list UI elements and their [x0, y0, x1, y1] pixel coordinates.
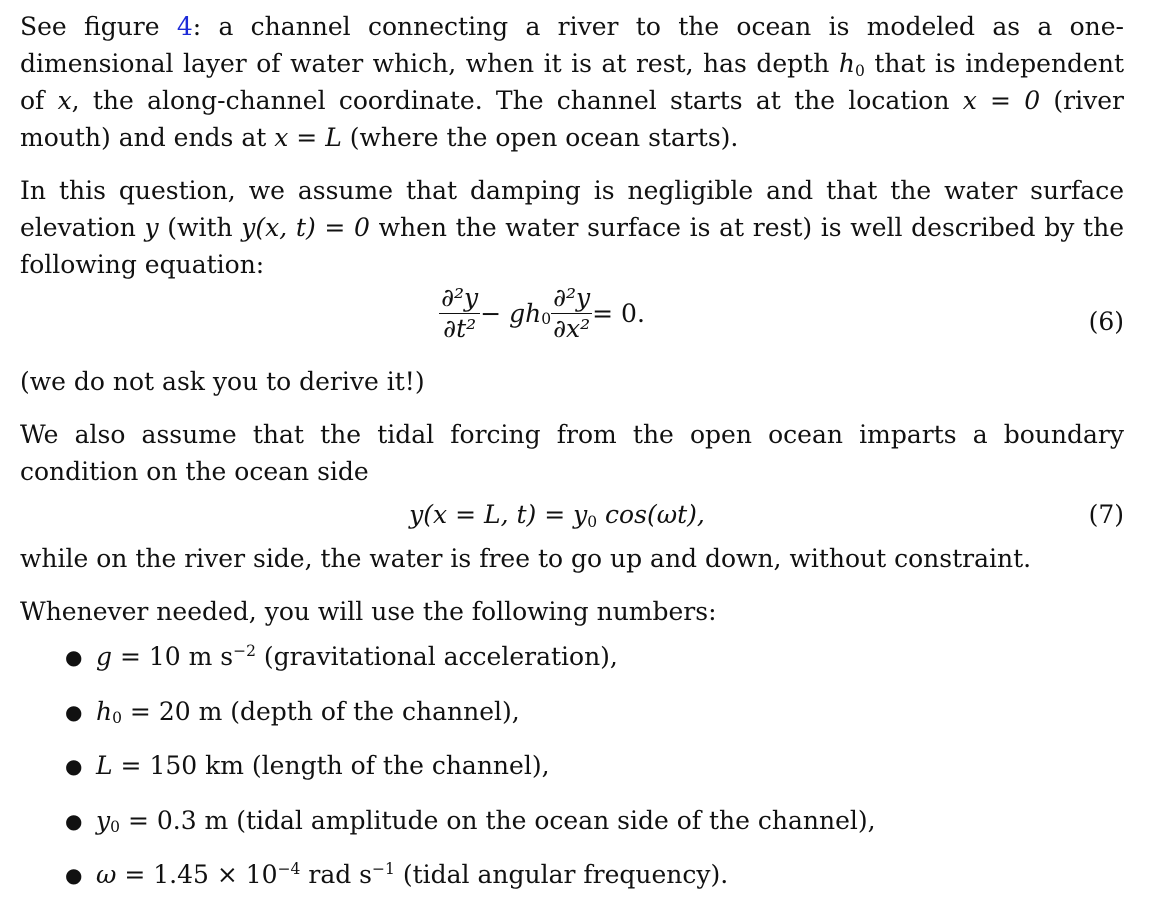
figure-4-link[interactable]: 4 [176, 12, 193, 41]
equation-rhs: = 0. [592, 298, 645, 328]
list-item [20, 630, 1124, 685]
subscript: 0 [587, 512, 598, 531]
paragraph-note: (we do not ask you to derive it!) [20, 367, 425, 396]
location-end: x = L [274, 123, 342, 152]
superscript: −1 [372, 860, 395, 879]
value: = 10 m s [112, 642, 234, 671]
text: when the water surface is at rest) is well described by the following equation: [20, 213, 1124, 279]
symbol: L [96, 751, 113, 780]
superscript: −4 [277, 860, 301, 879]
value: = 20 m [121, 696, 223, 726]
list-item [20, 685, 1124, 740]
paragraph-assumptions [20, 172, 1124, 283]
subscript: 0 [541, 309, 552, 328]
description: (tidal angular frequency). [394, 860, 729, 889]
equation-lhs: y(x = L, t) = y [409, 500, 588, 529]
fraction-time [439, 283, 480, 344]
superscript: −2 [233, 642, 256, 661]
equation-6 [20, 283, 1124, 361]
location-start: x = 0 [962, 86, 1041, 115]
paragraph-channel-model [20, 8, 1124, 156]
text: that is independent of [20, 49, 1124, 115]
paragraph-river-side: while on the river side, the water is free to go up and down, without constraint. [20, 544, 1032, 573]
value: = 150 km [112, 751, 244, 780]
list-item [20, 848, 1124, 903]
description: (length of the channel), [243, 751, 550, 780]
description: (depth of the channel), [222, 696, 520, 726]
parameter-list [20, 630, 1124, 903]
bullet-icon: ● [65, 863, 83, 887]
fraction-space [551, 283, 592, 344]
denominator: ∂x² [553, 314, 591, 343]
document-page [20, 8, 1124, 903]
subscript: 0 [112, 709, 122, 728]
value: = 0.3 m [120, 805, 229, 835]
text: , the along-channel coordinate. The channel starts at the location [71, 86, 963, 115]
symbol-h: h [838, 49, 855, 78]
numerator: ∂²y [553, 283, 591, 312]
paragraph-numbers-intro: Whenever needed, you will use the following numbers: [20, 597, 717, 626]
list-item [20, 794, 1124, 849]
bullet-icon: ● [65, 645, 83, 669]
text: (with [158, 213, 242, 242]
unit: rad s [300, 860, 373, 889]
description: (gravitational acceleration), [255, 642, 618, 671]
bullet-icon: ● [65, 808, 83, 833]
symbol: g [96, 642, 113, 671]
symbol-y: y [144, 213, 159, 242]
equation-number: (6) [1088, 307, 1124, 336]
denominator: ∂t² [443, 314, 477, 343]
equation-rhs: cos(ωt), [597, 500, 705, 529]
text: : a channel connecting a river to the ocean is modeled as a one-dimensional layer of water which, when it is at rest, has depth [20, 12, 1124, 78]
symbol-x: x [57, 86, 72, 115]
symbol: h [96, 696, 113, 726]
bullet-icon: ● [65, 699, 83, 724]
equation-term: − gh [480, 298, 542, 328]
value: = 1.45 × 10 [116, 860, 278, 889]
text: (where the open ocean starts). [341, 123, 739, 152]
text: See figure [20, 12, 177, 41]
rest-condition: y(x, t) = 0 [241, 213, 370, 242]
text: (river mouth) and ends at [20, 86, 1124, 152]
subscript: 0 [854, 61, 865, 80]
subscript: 0 [110, 818, 120, 837]
text: In this question, we assume that damping is negligible and that the water surface elevation [20, 176, 1124, 242]
numerator: ∂²y [441, 283, 479, 312]
list-item [20, 739, 1124, 794]
paragraph-boundary: We also assume that the tidal forcing from the open ocean imparts a boundary condition on the ocean side [20, 420, 1124, 486]
symbol: ω [96, 860, 117, 889]
symbol: y [96, 805, 111, 835]
bullet-icon: ● [65, 754, 83, 778]
equation-number: (7) [1088, 500, 1124, 529]
equation-7 [20, 490, 1124, 540]
description: (tidal amplitude on the ocean side of the channel), [228, 805, 876, 835]
